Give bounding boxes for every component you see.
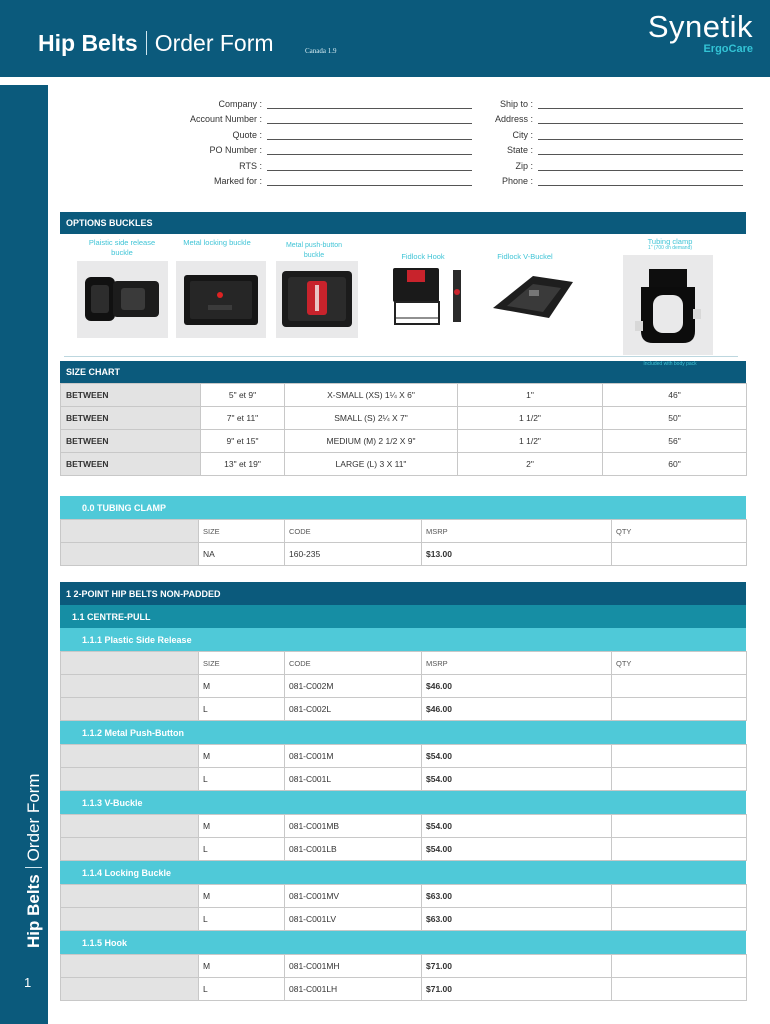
item-msrp: $54.00 [422, 768, 612, 791]
buckle-label-push-button: Metal push-button buckle [285, 242, 343, 259]
row-blank-cell [61, 745, 199, 768]
item-msrp: $71.00 [422, 978, 612, 1001]
field-quote [150, 124, 472, 140]
size-range: 13" et 19" [201, 453, 285, 476]
size-between-label: BETWEEN [61, 407, 201, 430]
metal-locking-buckle-image [176, 261, 266, 338]
row-blank-cell [61, 978, 199, 1001]
table-row [61, 838, 747, 861]
col-qty: QTY [612, 652, 747, 675]
qty-input[interactable] [612, 955, 747, 978]
qty-input[interactable] [612, 675, 747, 698]
side-title [24, 773, 44, 948]
size-range: 5" et 9" [201, 384, 285, 407]
page-title [38, 30, 274, 57]
item-code: 081-C001M [285, 745, 422, 768]
size-range: 7" et 11" [201, 407, 285, 430]
item-msrp: $63.00 [422, 908, 612, 931]
buckle-label-fidlock-hook: Fidlock Hook [401, 252, 445, 261]
item-msrp: $63.00 [422, 885, 612, 908]
col-msrp: MSRP [422, 520, 612, 543]
buckle-label-plastic: Plaistic side release buckle [88, 238, 156, 257]
field-label: Address : [494, 114, 533, 124]
buckle-label-tubing-clamp: Tubing clamp [647, 237, 693, 246]
side-title-bold: Hip Belts [24, 874, 43, 948]
options-divider [64, 356, 738, 357]
field-label: City : [512, 129, 533, 140]
field-label: State : [506, 145, 533, 155]
col-code: CODE [285, 520, 422, 543]
side-title-divider [25, 867, 42, 868]
item-code: 081-C002L [285, 698, 422, 721]
item-msrp: $54.00 [422, 815, 612, 838]
field-label: Ship to : [499, 98, 533, 109]
col-size: SIZE [199, 520, 285, 543]
field-label: Marked for : [213, 176, 262, 186]
size-chart-header: SIZE CHART [60, 361, 746, 383]
brand-subtitle: ErgoCare [703, 43, 753, 55]
options-buckles-header: OPTIONS BUCKLES [60, 212, 746, 234]
section1-header: 1 2-POINT HIP BELTS NON-PADDED [60, 582, 746, 605]
col-code: CODE [285, 652, 422, 675]
field-rts [150, 155, 472, 171]
size-width: 2" [458, 453, 603, 476]
rts-input[interactable] [267, 162, 472, 171]
marked-for-input[interactable] [267, 177, 472, 186]
item-size: M [199, 885, 285, 908]
row-blank-cell [61, 520, 199, 543]
field-po-number [150, 140, 472, 156]
field-label: Zip : [515, 160, 533, 171]
item-size: M [199, 955, 285, 978]
field-company [150, 93, 472, 109]
section1-subheader: 1.1 CENTRE-PULL [60, 605, 746, 628]
state-input[interactable] [538, 146, 743, 155]
buckle-label-fidlock-v: Fidlock V-Buckel [497, 252, 553, 261]
size-length: 46" [603, 384, 747, 407]
qty-input[interactable] [612, 768, 747, 791]
table-header-row [61, 520, 747, 543]
field-address [460, 109, 743, 125]
buckle-label-metal-locking: Metal locking buckle [183, 238, 251, 247]
col-msrp: MSRP [422, 652, 612, 675]
page-title-bold: Hip Belts [38, 30, 138, 56]
table-row [61, 978, 747, 1001]
item-size: L [199, 768, 285, 791]
size-between-label: BETWEEN [61, 384, 201, 407]
group-header-plastic-side-release: 1.1.1 Plastic Side Release [60, 628, 746, 651]
fidlock-v-buckle-image [487, 262, 579, 332]
item-msrp: $71.00 [422, 955, 612, 978]
table-row [61, 407, 747, 430]
table-row [61, 885, 747, 908]
group-table-v-buckle [60, 814, 747, 861]
item-code: 081-C001LV [285, 908, 422, 931]
item-size: M [199, 815, 285, 838]
item-size: L [199, 838, 285, 861]
group-table-metal-push-button [60, 744, 747, 791]
row-blank-cell [61, 543, 199, 566]
size-name: X-SMALL (XS) 1¼ X 6" [285, 384, 458, 407]
qty-input[interactable] [612, 815, 747, 838]
size-width: 1" [458, 384, 603, 407]
size-length: 56" [603, 430, 747, 453]
qty-input[interactable] [612, 908, 747, 931]
group-table-hook [60, 954, 747, 1001]
field-marked-for [150, 171, 472, 187]
field-label: RTS : [239, 160, 262, 171]
size-name: SMALL (S) 2¼ X 7" [285, 407, 458, 430]
item-msrp: $46.00 [422, 698, 612, 721]
size-between-label: BETWEEN [61, 430, 201, 453]
item-msrp: $46.00 [422, 675, 612, 698]
page-title-light: Order Form [154, 30, 274, 56]
field-phone [460, 171, 743, 187]
row-blank-cell [61, 652, 199, 675]
table-row [61, 768, 747, 791]
item-code: 081-C001L [285, 768, 422, 791]
qty-input[interactable] [612, 745, 747, 768]
row-blank-cell [61, 955, 199, 978]
order-fields-left [150, 93, 472, 186]
field-label: Phone : [501, 176, 533, 186]
tubing-clamp-note: 1" (700 on demand) [647, 245, 693, 251]
row-blank-cell [61, 838, 199, 861]
field-city [460, 124, 743, 140]
table-row [61, 815, 747, 838]
company-input[interactable] [267, 100, 472, 109]
order-fields-right [460, 93, 743, 186]
size-between-label: BETWEEN [61, 453, 201, 476]
qty-input[interactable] [612, 543, 747, 566]
row-blank-cell [61, 675, 199, 698]
table-row [61, 384, 747, 407]
item-code: 081-C002M [285, 675, 422, 698]
row-blank-cell [61, 908, 199, 931]
item-msrp: $13.00 [422, 543, 612, 566]
size-length: 50" [603, 407, 747, 430]
row-blank-cell [61, 815, 199, 838]
city-input[interactable] [538, 131, 743, 140]
item-msrp: $54.00 [422, 838, 612, 861]
fidlock-hook-image [385, 262, 473, 330]
po-number-input[interactable] [267, 146, 472, 155]
item-size: M [199, 675, 285, 698]
table-row [61, 675, 747, 698]
col-size: SIZE [199, 652, 285, 675]
page-header [0, 0, 770, 77]
account-number-input[interactable] [267, 115, 472, 124]
page-number: 1 [24, 975, 32, 990]
table-row [61, 955, 747, 978]
row-blank-cell [61, 885, 199, 908]
field-label: Account Number : [189, 114, 262, 124]
brand-logo [648, 9, 753, 55]
size-width: 1 1/2" [458, 407, 603, 430]
field-label: PO Number : [209, 145, 262, 155]
field-account-number [150, 109, 472, 125]
qty-input[interactable] [612, 838, 747, 861]
tubing-clamp-table [60, 519, 747, 566]
table-row [61, 908, 747, 931]
qty-input[interactable] [612, 698, 747, 721]
quote-input[interactable] [267, 131, 472, 140]
zip-input[interactable] [538, 162, 743, 171]
tubing-clamp-header: 0.0 TUBING CLAMP [60, 496, 746, 519]
table-row [61, 745, 747, 768]
item-size: M [199, 745, 285, 768]
size-length: 60" [603, 453, 747, 476]
table-header-row [61, 652, 747, 675]
item-size: L [199, 698, 285, 721]
table-row [61, 698, 747, 721]
group-header-metal-push-button: 1.1.2 Metal Push-Button [60, 721, 746, 744]
qty-input[interactable] [612, 885, 747, 908]
table-row [61, 453, 747, 476]
field-ship-to [460, 93, 743, 109]
form-version: Canada 1.9 [305, 47, 337, 55]
item-size: NA [199, 543, 285, 566]
item-size: L [199, 978, 285, 1001]
item-code: 081-C001LH [285, 978, 422, 1001]
item-code: 081-C001MB [285, 815, 422, 838]
brand-name: Synetik [647, 9, 753, 44]
row-blank-cell [61, 768, 199, 791]
group-header-hook: 1.1.5 Hook [60, 931, 746, 954]
item-code: 081-C001MV [285, 885, 422, 908]
field-state [460, 140, 743, 156]
table-row [61, 430, 747, 453]
title-divider [146, 31, 147, 55]
size-name: LARGE (L) 3 X 11" [285, 453, 458, 476]
group-table-plastic-side-release [60, 651, 747, 721]
plastic-buckle-image [77, 261, 168, 338]
size-width: 1 1/2" [458, 430, 603, 453]
size-chart-table [60, 383, 747, 476]
table-row [61, 543, 747, 566]
size-range: 9" et 15" [201, 430, 285, 453]
col-qty: QTY [612, 520, 747, 543]
group-header-v-buckle: 1.1.3 V-Buckle [60, 791, 746, 814]
size-name: MEDIUM (M) 2 1/2 X 9" [285, 430, 458, 453]
group-table-locking-buckle [60, 884, 747, 931]
tubing-clamp-image [623, 255, 713, 355]
push-button-buckle-image [276, 261, 358, 338]
phone-input[interactable] [538, 177, 743, 186]
ship-to-input[interactable] [538, 100, 743, 109]
address-input[interactable] [538, 115, 743, 124]
field-label: Company : [218, 98, 262, 109]
group-header-locking-buckle: 1.1.4 Locking Buckle [60, 861, 746, 884]
side-title-light: Order Form [24, 773, 43, 862]
item-code: 160-235 [285, 543, 422, 566]
row-blank-cell [61, 698, 199, 721]
item-msrp: $54.00 [422, 745, 612, 768]
tubing-clamp-footnote: Included with body pack [643, 361, 697, 367]
field-zip [460, 155, 743, 171]
field-label: Quote : [232, 129, 262, 140]
item-code: 081-C001LB [285, 838, 422, 861]
qty-input[interactable] [612, 978, 747, 1001]
item-code: 081-C001MH [285, 955, 422, 978]
item-size: L [199, 908, 285, 931]
